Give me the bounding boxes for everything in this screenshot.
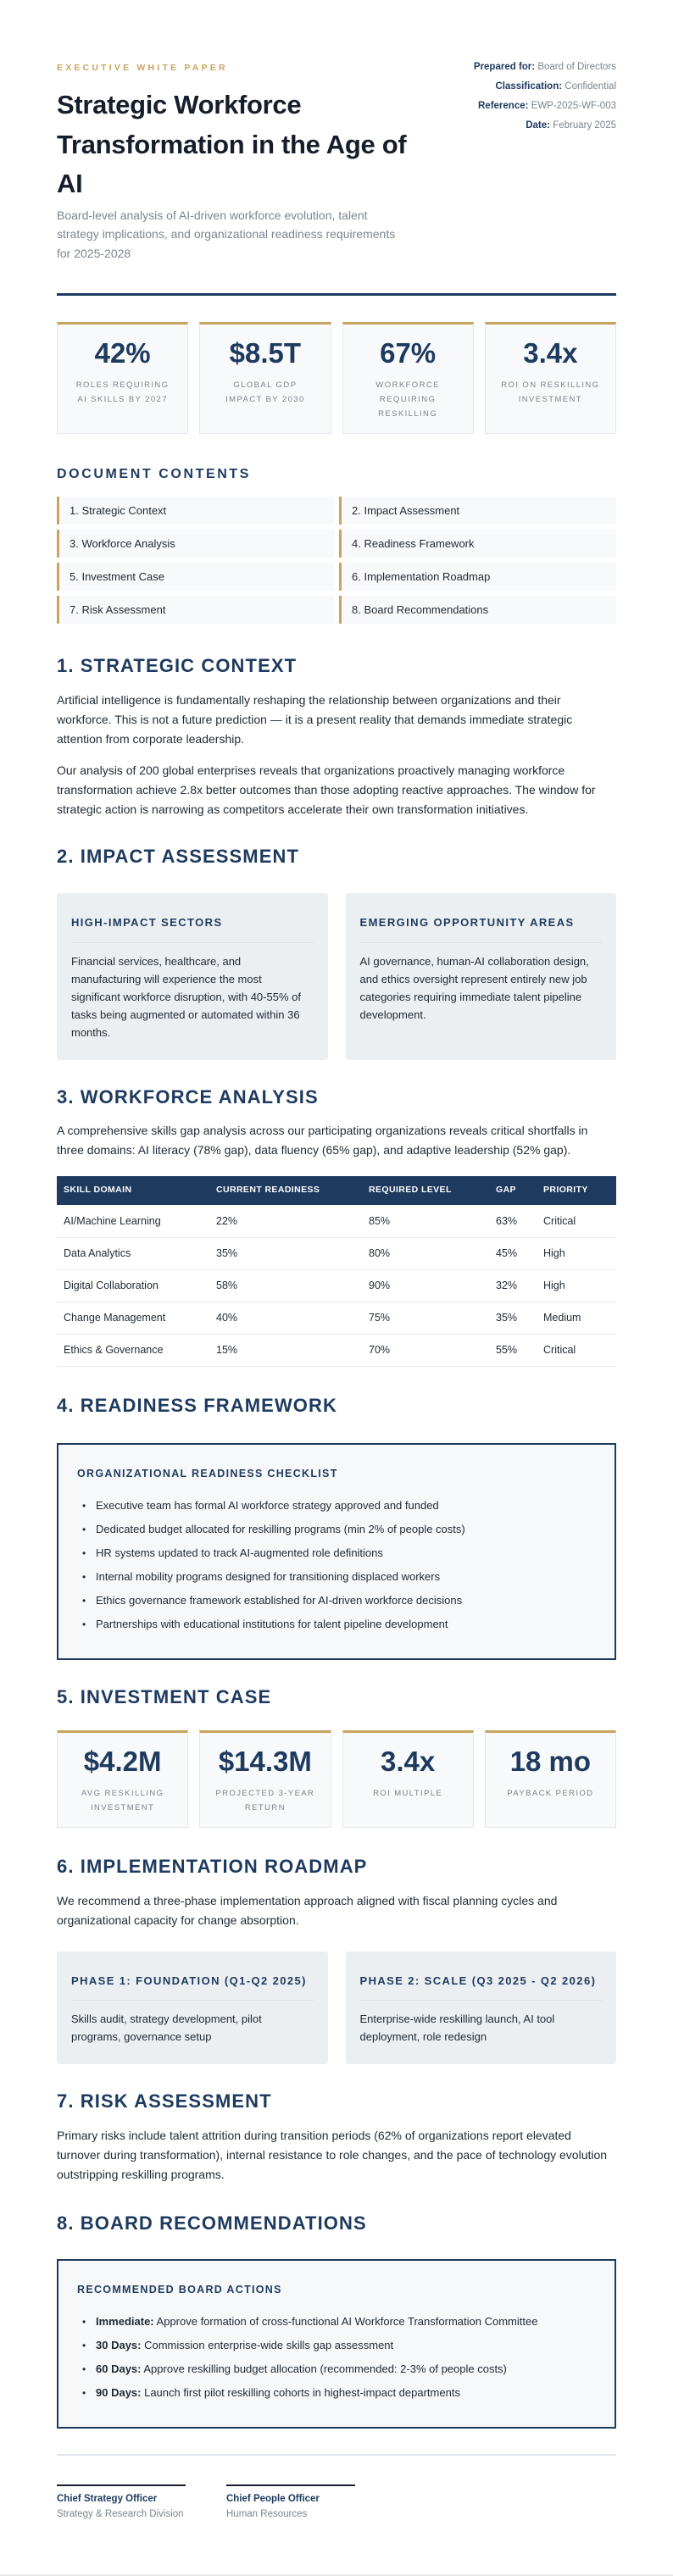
phase-card-foundation [57, 1951, 328, 2064]
panel-high-impact-sectors [57, 893, 328, 1059]
stat-card [199, 1730, 331, 1828]
meta-reference: Reference: EWP-2025-WF-003 [478, 101, 616, 111]
panel-emerging-opportunity-areas [346, 893, 617, 1059]
list-item: • 30 Days: Commission enterprise-wide skills gap assessment [77, 2334, 596, 2357]
meta-date: Date: February 2025 [526, 120, 616, 130]
section-heading: 7. RISK ASSESSMENT [57, 2090, 272, 2112]
signatory-title: Chief Strategy Officer [57, 2493, 158, 2504]
section-heading: 3. WORKFORCE ANALYSIS [57, 1085, 319, 1108]
stat-card [485, 1730, 616, 1828]
stat-card [342, 1730, 474, 1828]
list-item: • Dedicated budget allocated for reskilling programs (min 2% of people costs) [77, 1518, 596, 1541]
list-item: • Immediate: Approve formation of cross-functional AI Workforce Transformation Committee [77, 2310, 596, 2334]
table-header-row [57, 1176, 616, 1205]
table-of-contents [57, 497, 616, 624]
stat-card [57, 322, 188, 434]
stat-card [57, 1730, 188, 1828]
signatory-department: Strategy & Research Division [57, 2509, 184, 2520]
board-actions-callout [57, 2259, 616, 2429]
list-item: • Executive team has formal AI workforce strategy approved and funded [77, 1494, 596, 1518]
document-title: Strategic Workforce Transformation in the Age of AI [57, 90, 407, 199]
table-row: Data Analytics 35% 80% 45% High [57, 1237, 616, 1269]
table-row: Ethics & Governance 15% 70% 55% Critical [57, 1334, 616, 1366]
stat-card [342, 322, 474, 434]
stat-value: $4.2M [83, 1746, 162, 1778]
board-actions-list [77, 2310, 596, 2405]
signature-line [57, 2484, 186, 2486]
section-investment-case [57, 1685, 616, 1828]
meta-classification: Classification: Confidential [495, 81, 616, 92]
impact-panels [57, 893, 616, 1059]
table-row: Change Management 40% 75% 35% Medium [57, 1302, 616, 1334]
panel-title: EMERGING OPPORTUNITY AREAS [360, 913, 603, 942]
section-heading: 8. BOARD RECOMMENDATIONS [57, 2212, 367, 2234]
section-strategic-context [57, 654, 616, 819]
stat-label: PAYBACK PERIOD [507, 1789, 594, 1798]
signature-line [226, 2484, 355, 2486]
section-readiness-framework [57, 1394, 616, 1660]
phase-title: PHASE 2: SCALE (Q3 2025 - Q2 2026) [360, 1972, 603, 2001]
stat-label: WORKFORCE REQUIRING RESKILLING [375, 380, 440, 419]
stat-value: $14.3M [218, 1746, 312, 1778]
investment-stats-row [57, 1730, 616, 1828]
stat-value: 3.4x [523, 336, 578, 369]
meta-prepared-for: Prepared for: Board of Directors [473, 62, 616, 72]
document-type-label: EXECUTIVE WHITE PAPER [57, 63, 228, 73]
key-stats-row [57, 322, 616, 434]
callout-title: RECOMMENDED BOARD ACTIONS [77, 2284, 282, 2296]
paragraph: A comprehensive skills gap analysis across our participating organizations reveals critical shortfalls in three domains: AI literacy (78% gap), data fluency (65% gap), and adaptive leadership (52% gap). [57, 1124, 588, 1158]
phase-body: Skills audit, strategy development, pilot programs, governance setup [71, 2012, 262, 2044]
phase-card-scale [346, 1951, 617, 2064]
skills-gap-table [57, 1176, 616, 1367]
stat-value: 42% [94, 336, 151, 369]
stat-label: ROI ON RESKILLING INVESTMENT [501, 380, 600, 404]
toc-item-implementation-roadmap[interactable]: 6. Implementation Roadmap [339, 563, 616, 591]
header-title-block [57, 59, 430, 263]
signature-cso [57, 2484, 186, 2523]
toc-item-risk-assessment[interactable]: 7. Risk Assessment [57, 596, 334, 624]
section-heading: 1. STRATEGIC CONTEXT [57, 654, 298, 676]
footer-divider [57, 2454, 616, 2456]
page-edge [0, 2574, 673, 2576]
section-heading: 4. READINESS FRAMEWORK [57, 1394, 337, 1416]
callout-title: ORGANIZATIONAL READINESS CHECKLIST [77, 1468, 338, 1480]
section-heading: 6. IMPLEMENTATION ROADMAP [57, 1856, 368, 1877]
roadmap-phases [57, 1951, 616, 2064]
paragraph: Artificial intelligence is fundamentally reshaping the relationship between organizations and their workforce. This is not a future prediction — it is a present reality that demands immediate strategic attention from corporate leadership. [57, 692, 573, 746]
paragraph: We recommend a three-phase implementation approach aligned with fiscal planning cycles and organizational capacity for change absorption. [57, 1893, 558, 1927]
signature-cpo [226, 2484, 355, 2523]
section-heading: 5. INVESTMENT CASE [57, 1685, 272, 1707]
panel-body: Financial services, healthcare, and manufacturing will experience the most significant workforce disruption, with 40-55% of tasks being augmented or automated within 36 months. [71, 954, 301, 1039]
stat-label: PROJECTED 3-YEAR RETURN [215, 1789, 315, 1813]
paragraph: Our analysis of 200 global enterprises reveals that organizations proactively managing workforce transformation achieve 2.8x better outcomes than those adopting reactive approaches. The window for strategic action is narrowing as competitors accelerate their own transformation initiatives. [57, 763, 596, 816]
stat-value: 18 mo [509, 1746, 592, 1778]
toc-heading: DOCUMENT CONTENTS [57, 466, 252, 481]
col-current-readiness: CURRENT READINESS [209, 1176, 362, 1205]
document-subtitle: Board-level analysis of AI-driven workforce evolution, talent strategy implications, and organizational readiness requirements for 2025-2028 [57, 208, 396, 260]
section-impact-assessment [57, 845, 616, 1060]
toc-item-impact-assessment[interactable]: 2. Impact Assessment [339, 497, 616, 525]
stat-value: 3.4x [381, 1746, 436, 1778]
document-header [57, 59, 616, 263]
readiness-checklist [57, 1443, 616, 1660]
toc-item-workforce-analysis[interactable]: 3. Workforce Analysis [57, 530, 334, 558]
list-item: • 60 Days: Approve reskilling budget allocation (recommended: 2-3% of people costs) [77, 2357, 596, 2381]
signatory-title: Chief People Officer [226, 2493, 320, 2504]
checklist [77, 1494, 596, 1636]
phase-body: Enterprise-wide reskilling launch, AI tool deployment, role redesign [359, 2012, 555, 2044]
stat-label: ROLES REQUIRING AI SKILLS BY 2027 [75, 380, 170, 404]
paragraph: Primary risks include talent attrition during transition periods (62% of organizations report elevated turnover during transformation), internal resistance to role changes, and the pace of technology evolution outstripping reskilling programs. [57, 2128, 608, 2181]
section-implementation-roadmap [57, 1855, 616, 2064]
toc-item-strategic-context[interactable]: 1. Strategic Context [57, 497, 334, 525]
stat-card [199, 322, 331, 434]
list-item: • Internal mobility programs designed for transitioning displaced workers [77, 1565, 596, 1589]
stat-value: 67% [380, 336, 437, 369]
toc-item-board-recommendations[interactable]: 8. Board Recommendations [339, 596, 616, 624]
section-workforce-analysis [57, 1085, 616, 1367]
col-skill-domain: SKILL DOMAIN [57, 1176, 209, 1205]
list-item: • Ethics governance framework established for AI-driven workforce decisions [77, 1589, 596, 1613]
document-metadata [474, 58, 616, 136]
list-item: • HR systems updated to track AI-augmented role definitions [77, 1541, 596, 1565]
stat-card [485, 322, 616, 434]
panel-title: HIGH-IMPACT SECTORS [71, 913, 314, 942]
col-gap: GAP [489, 1176, 537, 1205]
signatory-department: Human Resources [226, 2509, 308, 2520]
stat-label: GLOBAL GDP IMPACT BY 2030 [225, 380, 305, 404]
list-item: • Partnerships with educational institutions for talent pipeline development [77, 1613, 596, 1636]
table-row: Digital Collaboration 58% 90% 32% High [57, 1269, 616, 1302]
panel-body: AI governance, human-AI collaboration design, and ethics oversight represent entirely new job categories requiring immediate talent pipeline development. [359, 954, 589, 1021]
phase-title: PHASE 1: FOUNDATION (Q1-Q2 2025) [71, 1972, 314, 2001]
toc-item-readiness-framework[interactable]: 4. Readiness Framework [339, 530, 616, 558]
signature-block [57, 2484, 616, 2523]
header-divider [57, 293, 616, 296]
section-heading: 2. IMPACT ASSESSMENT [57, 845, 300, 867]
section-board-recommendations [57, 2212, 616, 2429]
stat-label: AVG RESKILLING INVESTMENT [81, 1789, 164, 1813]
stat-value: $8.5T [229, 336, 302, 369]
col-priority: PRIORITY [537, 1176, 616, 1205]
list-item: • 90 Days: Launch first pilot reskilling cohorts in highest-impact departments [77, 2381, 596, 2405]
col-required-level: REQUIRED LEVEL [362, 1176, 489, 1205]
stat-label: ROI MULTIPLE [373, 1789, 443, 1798]
table-row: AI/Machine Learning 22% 85% 63% Critical [57, 1205, 616, 1237]
section-risk-assessment [57, 2090, 616, 2185]
toc-item-investment-case[interactable]: 5. Investment Case [57, 563, 334, 591]
